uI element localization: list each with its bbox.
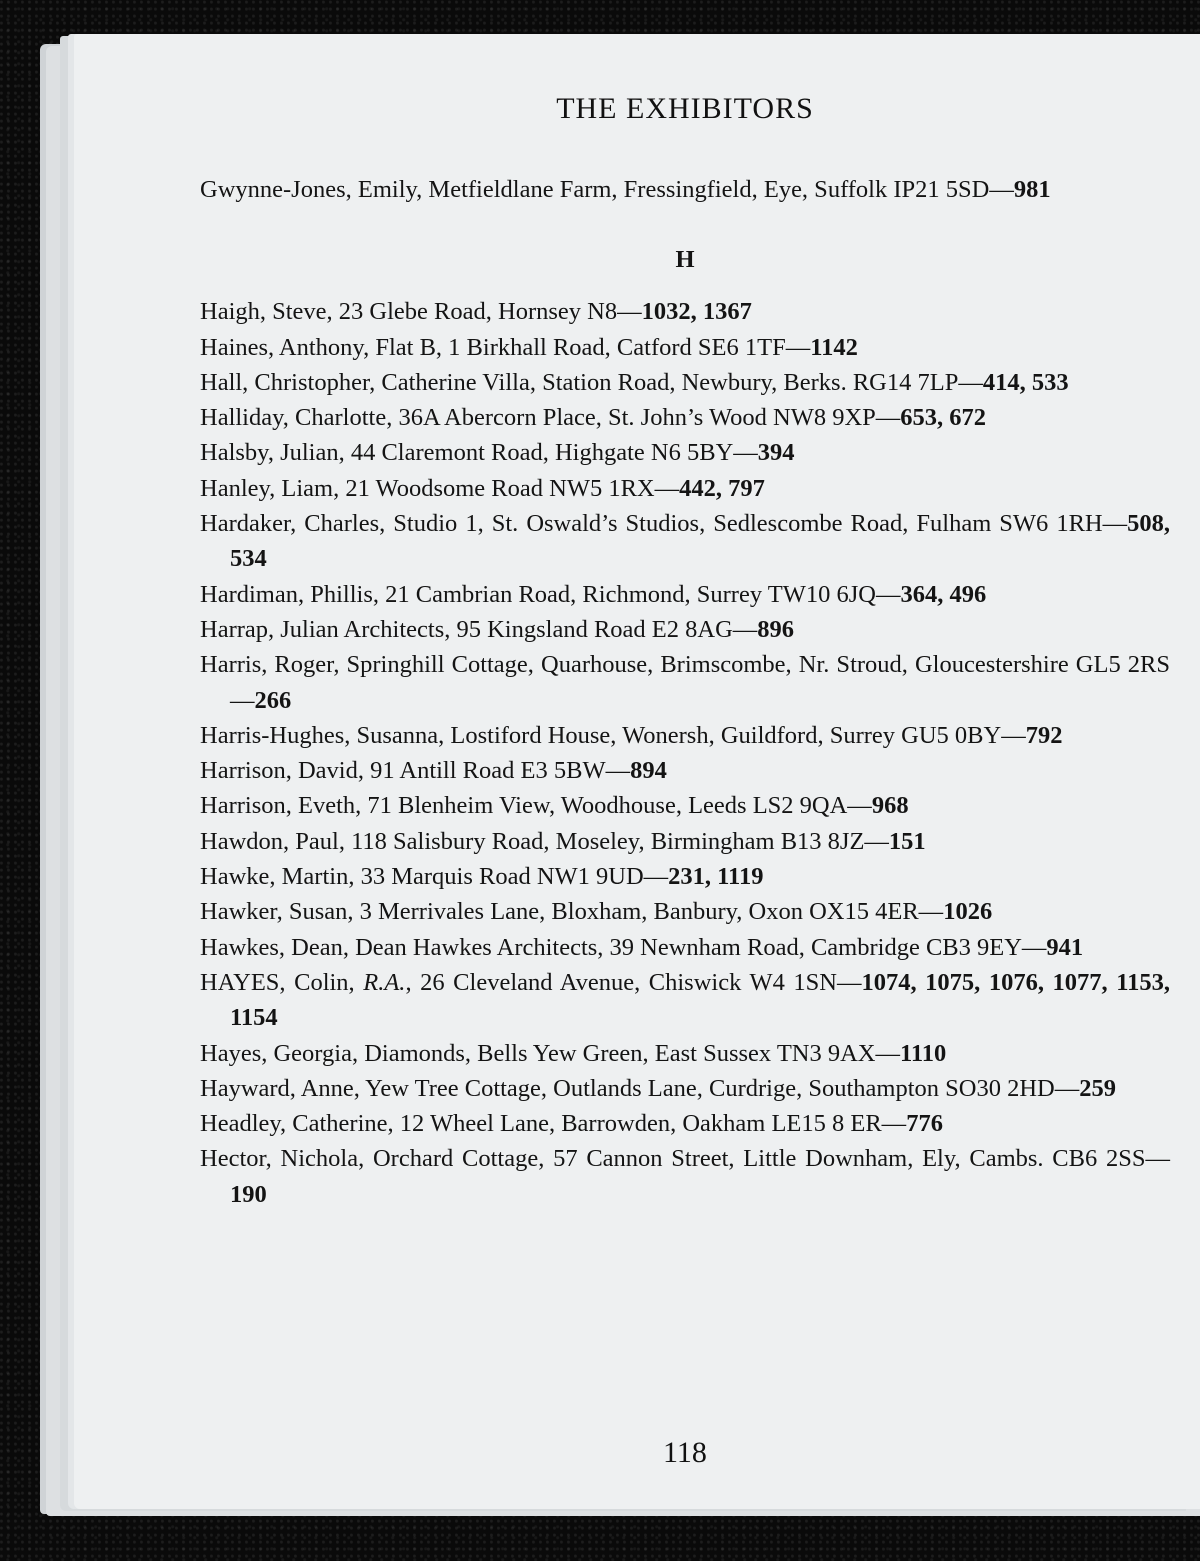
entry-text: Hall, Christopher, Catherine Villa, Station Road, Newbury, Berks. RG14 7LP— <box>200 368 983 396</box>
list-item <box>200 172 1170 207</box>
entry-text: Hawke, Martin, 33 Marquis Road NW1 9UD— <box>200 863 669 891</box>
list-item <box>200 824 1170 859</box>
catalogue-numbers: 653, 672 <box>900 404 987 432</box>
list-item <box>200 471 1170 506</box>
list-item <box>200 718 1170 753</box>
catalogue-numbers: 1026 <box>943 898 993 926</box>
catalogue-numbers: 776 <box>906 1110 943 1138</box>
catalogue-numbers: 968 <box>871 792 909 820</box>
catalogue-numbers: 442, 797 <box>679 474 765 502</box>
entry-text: Hardiman, Phillis, 21 Cambrian Road, Richmond, Surrey TW10 6JQ— <box>200 580 901 608</box>
section-letter: H <box>675 246 695 274</box>
catalogue-numbers: 259 <box>1079 1074 1116 1102</box>
catalogue-numbers: 1032, 1367 <box>641 298 752 326</box>
list-item <box>200 894 1170 929</box>
page-title: THE EXHIBITORS <box>556 92 814 125</box>
entry-text: Harris, Roger, Springhill Cottage, Quarhouse, Brimscombe, Nr. Stroud, Gloucestershire GL5 2RS— <box>200 651 1170 714</box>
list-item <box>200 294 1170 329</box>
list-item <box>200 1106 1170 1141</box>
entry-text: Hanley, Liam, 21 Woodsome Road NW5 1RX— <box>200 474 680 502</box>
list-item <box>200 1036 1170 1071</box>
entry-text: Gwynne-Jones, Emily, Metfieldlane Farm, Fressingfield, Eye, Suffolk IP21 5SD— <box>200 176 1014 203</box>
catalogue-numbers: 792 <box>1025 721 1063 749</box>
catalogue-numbers: 896 <box>757 615 795 643</box>
honorific: R.A. <box>363 968 406 996</box>
catalogue-numbers: 364, 496 <box>900 580 987 608</box>
entry-text: Halsby, Julian, 44 Claremont Road, Highgate N6 5BY— <box>200 439 758 467</box>
entry-text: Harris-Hughes, Susanna, Lostiford House, Wonersh, Guildford, Surrey GU5 0BY— <box>200 721 1026 749</box>
list-item <box>200 506 1170 577</box>
entry-text: Hawkes, Dean, Dean Hawkes Architects, 39 Newnham Road, Cambridge CB3 9EY— <box>200 933 1047 961</box>
entry-text: Hector, Nichola, Orchard Cottage, 57 Cannon Street, Little Downham, Ely, Cambs. CB6 2SS— <box>200 1145 1170 1173</box>
catalogue-numbers: 1110 <box>900 1039 947 1067</box>
list-item <box>200 1141 1170 1212</box>
catalogue-numbers: 394 <box>757 439 795 467</box>
page-number: 118 <box>663 1436 707 1469</box>
catalogue-numbers: 190 <box>230 1180 267 1208</box>
list-item <box>200 435 1170 470</box>
list-item <box>200 365 1170 400</box>
list-item <box>200 1071 1170 1106</box>
catalogue-numbers: 231, 1119 <box>668 863 764 891</box>
catalogue-numbers: 1074, 1075, 1076, 1077, 1153, 1154 <box>230 968 1170 1032</box>
entry-text: Haigh, Steve, 23 Glebe Road, Hornsey N8— <box>200 298 642 326</box>
catalogue-numbers: 151 <box>888 827 926 855</box>
entry-text: HAYES, Colin, <box>200 968 364 996</box>
entry-text: Harrison, David, 91 Antill Road E3 5BW— <box>200 757 631 785</box>
catalogue-numbers: 1142 <box>810 333 858 361</box>
entry-text: Hardaker, Charles, Studio 1, St. Oswald’s Studios, Sedlescombe Road, Fulham SW6 1RH— <box>200 510 1128 538</box>
list-item <box>200 647 1170 718</box>
entry-text: Halliday, Charlotte, 36A Abercorn Place, St. John’s Wood NW8 9XP— <box>200 404 901 432</box>
list-item <box>200 788 1170 823</box>
list-item <box>200 859 1170 894</box>
catalogue-numbers: 941 <box>1046 933 1084 961</box>
list-item <box>200 400 1170 435</box>
list-item <box>200 965 1170 1036</box>
entry-text: Harrison, Eveth, 71 Blenheim View, Woodhouse, Leeds LS2 9QA— <box>200 792 872 820</box>
entry-text: Harrap, Julian Architects, 95 Kingsland Road E2 8AG— <box>200 615 758 643</box>
catalogue-numbers: 981 <box>1013 176 1051 203</box>
entry-text: Haines, Anthony, Flat B, 1 Birkhall Road, Catford SE6 1TF— <box>200 333 811 361</box>
catalogue-numbers: 508, 534 <box>230 510 1170 573</box>
entry-text: Hayes, Georgia, Diamonds, Bells Yew Green, East Sussex TN3 9AX— <box>200 1039 900 1067</box>
entry-text: Hawdon, Paul, 118 Salisbury Road, Moseley, Birmingham B13 8JZ— <box>200 827 889 855</box>
entry-text: Hayward, Anne, Yew Tree Cottage, Outlands Lane, Curdrige, Southampton SO30 2HD— <box>200 1074 1080 1102</box>
exhibitor-list <box>200 172 1170 1212</box>
list-item <box>200 753 1170 788</box>
catalogue-numbers: 266 <box>254 686 292 714</box>
list-item <box>200 330 1170 365</box>
entry-text: Headley, Catherine, 12 Wheel Lane, Barrowden, Oakham LE15 8 ER— <box>200 1110 907 1138</box>
entry-text: , 26 Cleveland Avenue, Chiswick W4 1SN— <box>405 968 862 996</box>
list-item <box>200 577 1170 612</box>
catalogue-numbers: 414, 533 <box>982 368 1069 396</box>
entry-text: Hawker, Susan, 3 Merrivales Lane, Bloxham, Banbury, Oxon OX15 4ER— <box>200 898 944 926</box>
list-item <box>200 930 1170 965</box>
list-item <box>200 612 1170 647</box>
catalogue-numbers: 894 <box>630 757 667 785</box>
